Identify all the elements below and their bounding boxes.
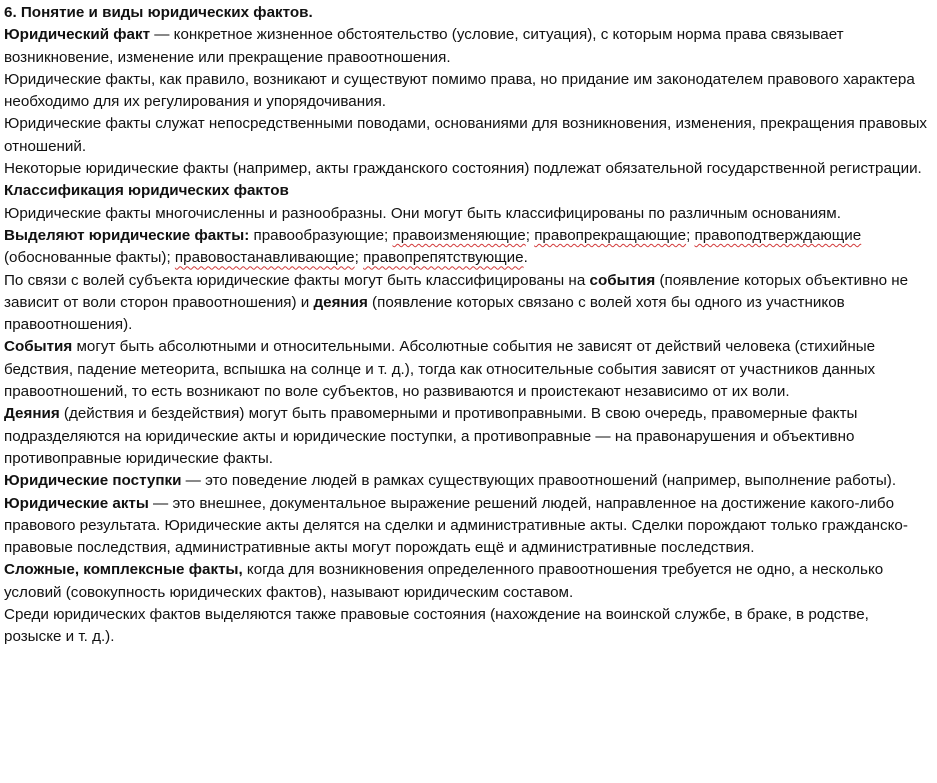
events-text: могут быть абсолютными и относительными. Абсолютные события не зависят от действий человека (стихийные бедствия, падение метеорита, вспышка на солнце и т. д.), тогда как относительные события зависят от участников данных правоотношений, то есть возникают по воле субъектов, но развиваются и проистекают независимо от их воли.: [4, 338, 876, 401]
text-fragment: (появление которых объективно не зависит от воли сторон правоотношения) и: [4, 271, 909, 311]
text-fragment: (появление которых связано с волей хотя бы одного из участников правоотношения).: [4, 293, 845, 334]
paragraph-states: Среди юридических фактов выделяются также правовые состояния (нахождение на воинской службе, в браке, в родстве, розыске и т. д.).: [4, 606, 869, 646]
section-heading: 6. Понятие и виды юридических фактов.: [4, 4, 313, 21]
term-deeds: Деяния: [4, 405, 60, 423]
paragraph-will: [4, 270, 929, 337]
paragraph-registration: Некоторые юридические факты (например, акты гражданского состояния) подлежат обязательной государственной регистрации.: [4, 160, 922, 178]
term-acts: деяния: [313, 293, 368, 311]
classification-heading: Классификация юридических фактов: [4, 182, 289, 200]
complex-facts-text: когда для возникновения определенного правоотношения требуется не одно, а несколько условий (совокупность юридических фактов), называют юридическим составом.: [4, 561, 884, 601]
paragraph-definition: [4, 24, 929, 69]
text-fragment: По связи с волей субъекта юридические факты могут быть классифицированы на: [4, 271, 590, 289]
text-fragment: ;: [354, 249, 364, 267]
type-term: правовостанавливающие: [174, 249, 355, 267]
text-fragment: (обоснованные факты);: [4, 249, 175, 267]
term-events-heading: События: [4, 338, 73, 356]
types-lead: Выделяют юридические факты:: [4, 226, 250, 244]
term-legal-acts: Юридические акты: [4, 494, 149, 512]
conduct-text: — это поведение людей в рамках существующих правоотношений (например, выполнение работы).: [181, 472, 897, 490]
text-fragment: .: [523, 249, 528, 267]
term-events: события: [589, 271, 656, 289]
type-term: правообразующие: [253, 226, 385, 244]
text-fragment: ;: [525, 226, 535, 244]
legal-acts-text: — это внешнее, документальное выражение решений людей, направленное на достижение какого-либо правового результата. Юридические акты делятся на сделки и административные акты. Сделки порождают только гражданско-правовые последствия, административные акты могут порождать ещё и административные последствия.: [4, 494, 908, 557]
term-complex-facts: Сложные, комплексные факты,: [4, 561, 243, 579]
type-term: правопрекращающие: [534, 226, 687, 244]
paragraph-conduct: [4, 470, 929, 492]
term-legal-fact: Юридический факт: [4, 26, 151, 44]
text-fragment: ;: [686, 226, 695, 244]
term-legal-conduct: Юридические поступки: [4, 472, 182, 490]
type-term: правоизменяющие: [392, 226, 526, 244]
definition-text: — конкретное жизненное обстоятельство (условие, ситуация), с которым норма права связывает возникновение, изменение или прекращение правоотношения.: [4, 26, 844, 66]
type-term: правоподтверждающие: [694, 226, 862, 244]
paragraph-deeds: [4, 403, 929, 470]
paragraph-diversity: Юридические факты многочисленны и разнообразны. Они могут быть классифицированы по различным основаниям.: [4, 204, 841, 222]
paragraph-origin: Юридические факты, как правило, возникают и существуют помимо права, но придание им законодателем правового характера необходимо для их регулирования и упорядочивания.: [4, 70, 915, 111]
paragraph-legal-acts: [4, 493, 929, 560]
paragraph-complex-facts: [4, 559, 929, 604]
paragraph-events: [4, 336, 929, 403]
deeds-text: (действия и бездействия) могут быть правомерными и противоправными. В свою очередь, правомерные факты подразделяются на юридические акты и юридические поступки, а противоправные — на правонарушения и объективно противоправные юридические факты.: [4, 405, 858, 467]
paragraph-types: [4, 225, 929, 270]
paragraph-grounds: Юридические факты служат непосредственными поводами, основаниями для возникновения, изменения, прекращения правовых отношений.: [4, 115, 927, 155]
text-fragment: ;: [384, 226, 393, 244]
type-term: правопрепятствующие: [363, 249, 524, 267]
